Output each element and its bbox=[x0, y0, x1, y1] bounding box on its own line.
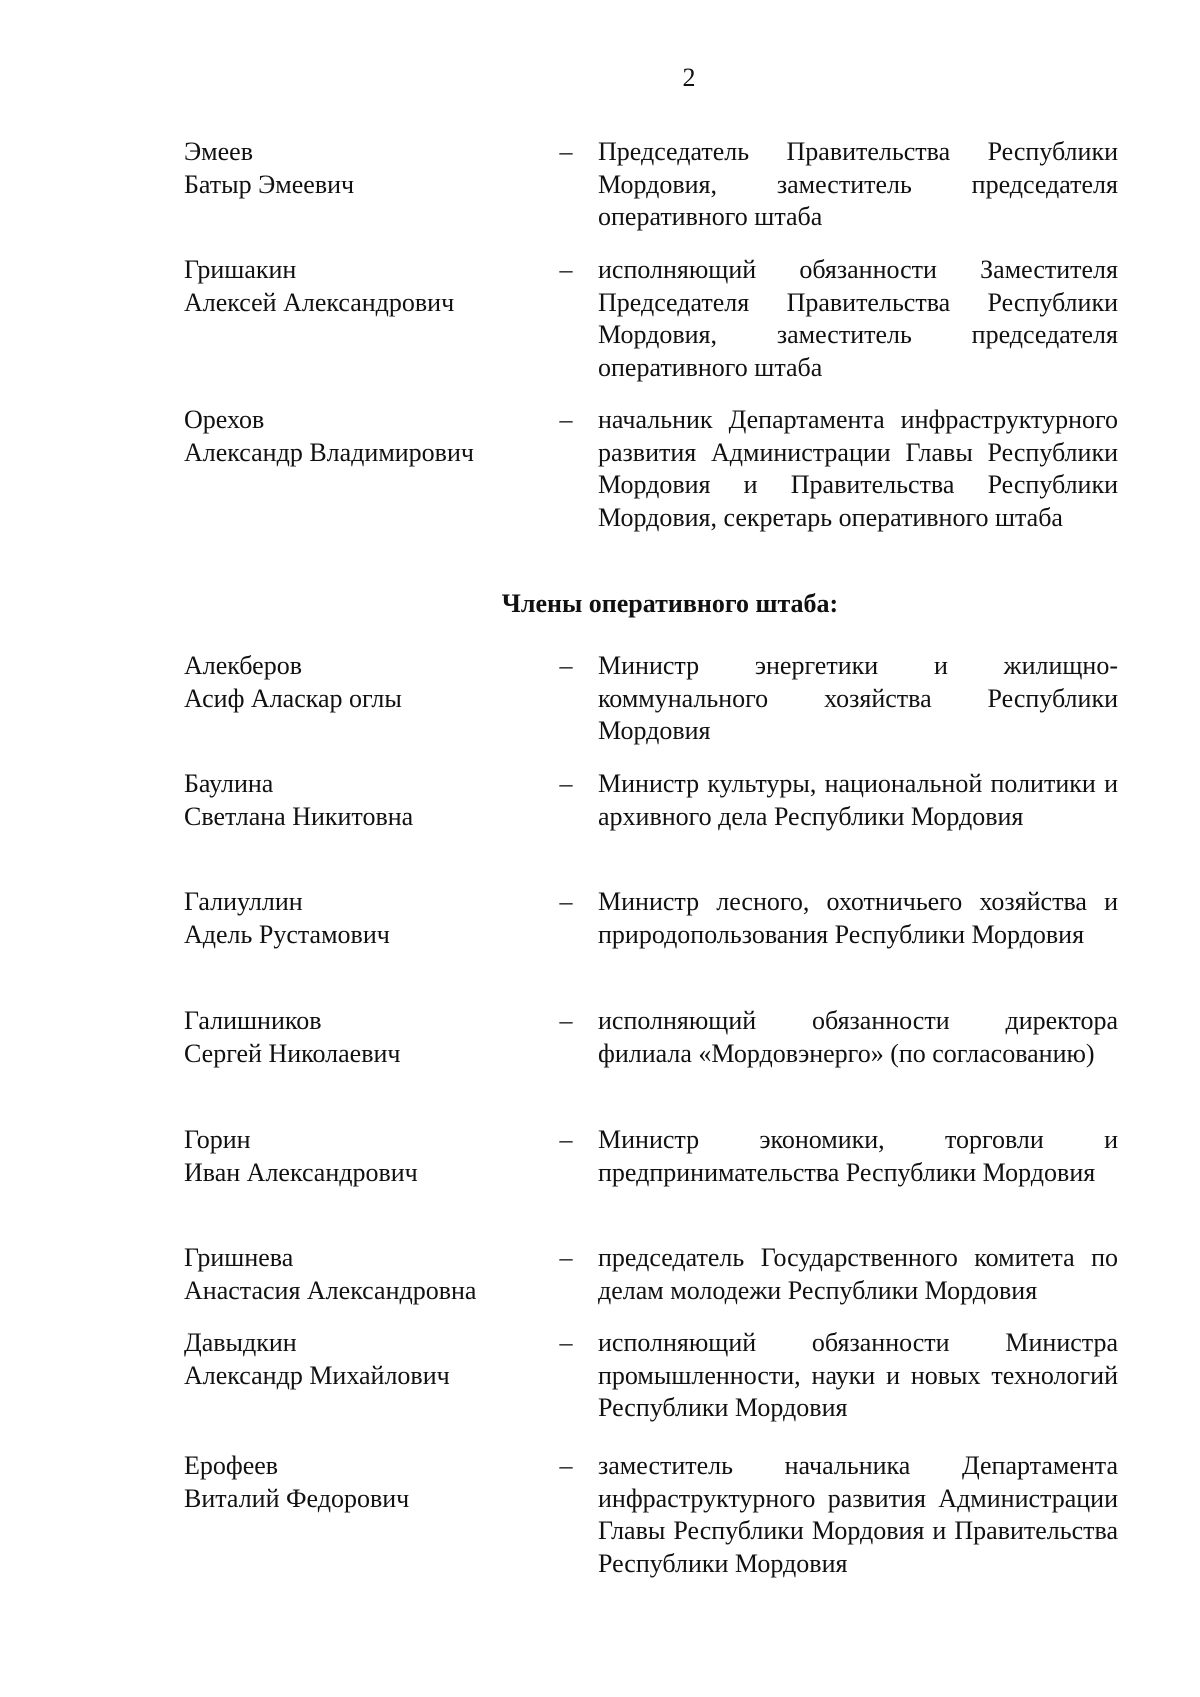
role-description: Министр культуры, национальной политики и архивного дела Республики Мордовия bbox=[598, 769, 1118, 831]
given-names: Александр Владимирович bbox=[184, 437, 474, 467]
person-name bbox=[184, 650, 544, 715]
dash-separator: – bbox=[559, 405, 573, 434]
dash-separator: – bbox=[559, 1328, 573, 1357]
person-name bbox=[184, 136, 544, 201]
role-description: исполняющий обязанности директора филиала «Мордовэнерго» (по согласованию) bbox=[598, 1006, 1118, 1068]
dash-separator: – bbox=[559, 887, 573, 916]
role-description: председатель Государственного комитета по делам молодежи Республики Мордовия bbox=[598, 1243, 1118, 1305]
surname: Галишников bbox=[184, 1006, 322, 1035]
person-name bbox=[184, 1450, 544, 1515]
person-name bbox=[184, 1124, 544, 1189]
role-description: исполняющий обязанности Министра промышленности, науки и новых технологий Республики Мордовия bbox=[598, 1328, 1118, 1422]
given-names: Батыр Эмеевич bbox=[184, 169, 355, 199]
given-names: Анастасия Александровна bbox=[184, 1275, 477, 1305]
given-names: Адель Рустамович bbox=[184, 919, 390, 949]
dash-separator: – bbox=[559, 1451, 573, 1480]
role-description: исполняющий обязанности Заместителя Председателя Правительства Республики Мордовия, заместитель председателя оперативного штаба bbox=[598, 255, 1118, 382]
surname: Гришакин bbox=[184, 255, 297, 284]
page-number: 2 bbox=[682, 63, 696, 92]
dash-separator: – bbox=[559, 1125, 573, 1154]
dash-separator: – bbox=[559, 1243, 573, 1272]
surname: Гришнева bbox=[184, 1243, 294, 1272]
dash-separator: – bbox=[559, 1006, 573, 1035]
surname: Давыдкин bbox=[184, 1328, 297, 1357]
role-description: начальник Департамента инфраструктурного развития Администрации Главы Республики Мордовия и Правительства Республики Мордовия, секретарь оперативного штаба bbox=[598, 405, 1118, 532]
dash-separator: – bbox=[559, 769, 573, 798]
surname: Алекберов bbox=[184, 651, 302, 680]
person-name bbox=[184, 254, 544, 319]
given-names: Сергей Николаевич bbox=[184, 1038, 401, 1068]
person-name bbox=[184, 886, 544, 951]
surname: Ерофеев bbox=[184, 1451, 279, 1480]
members-section-heading: Члены оперативного штаба: bbox=[501, 589, 839, 618]
role-description: Председатель Правительства Республики Мордовия, заместитель председателя оперативного штаба bbox=[598, 137, 1118, 231]
given-names: Алексей Александрович bbox=[184, 287, 455, 317]
dash-separator: – bbox=[559, 255, 573, 284]
surname: Горин bbox=[184, 1125, 251, 1154]
person-name bbox=[184, 1005, 544, 1070]
given-names: Иван Александрович bbox=[184, 1157, 418, 1187]
person-name bbox=[184, 404, 544, 469]
role-description: Министр экономики, торговли и предпринимательства Республики Мордовия bbox=[598, 1125, 1118, 1187]
surname: Орехов bbox=[184, 405, 265, 434]
surname: Эмеев bbox=[184, 137, 253, 166]
given-names: Светлана Никитовна bbox=[184, 801, 414, 831]
role-description: Министр энергетики и жилищно-коммунального хозяйства Республики Мордовия bbox=[598, 651, 1118, 745]
dash-separator: – bbox=[559, 651, 573, 680]
person-name bbox=[184, 1242, 544, 1307]
dash-separator: – bbox=[559, 137, 573, 166]
role-description: Министр лесного, охотничьего хозяйства и природопользования Республики Мордовия bbox=[598, 887, 1118, 949]
surname: Баулина bbox=[184, 769, 274, 798]
given-names: Александр Михайлович bbox=[184, 1360, 450, 1390]
role-description: заместитель начальника Департамента инфраструктурного развития Администрации Главы Республики Мордовия и Правительства Республики Мордовия bbox=[598, 1451, 1118, 1578]
given-names: Асиф Аласкар оглы bbox=[184, 683, 402, 713]
person-name bbox=[184, 1327, 544, 1392]
person-name bbox=[184, 768, 544, 833]
given-names: Виталий Федорович bbox=[184, 1483, 410, 1513]
surname: Галиуллин bbox=[184, 887, 303, 916]
